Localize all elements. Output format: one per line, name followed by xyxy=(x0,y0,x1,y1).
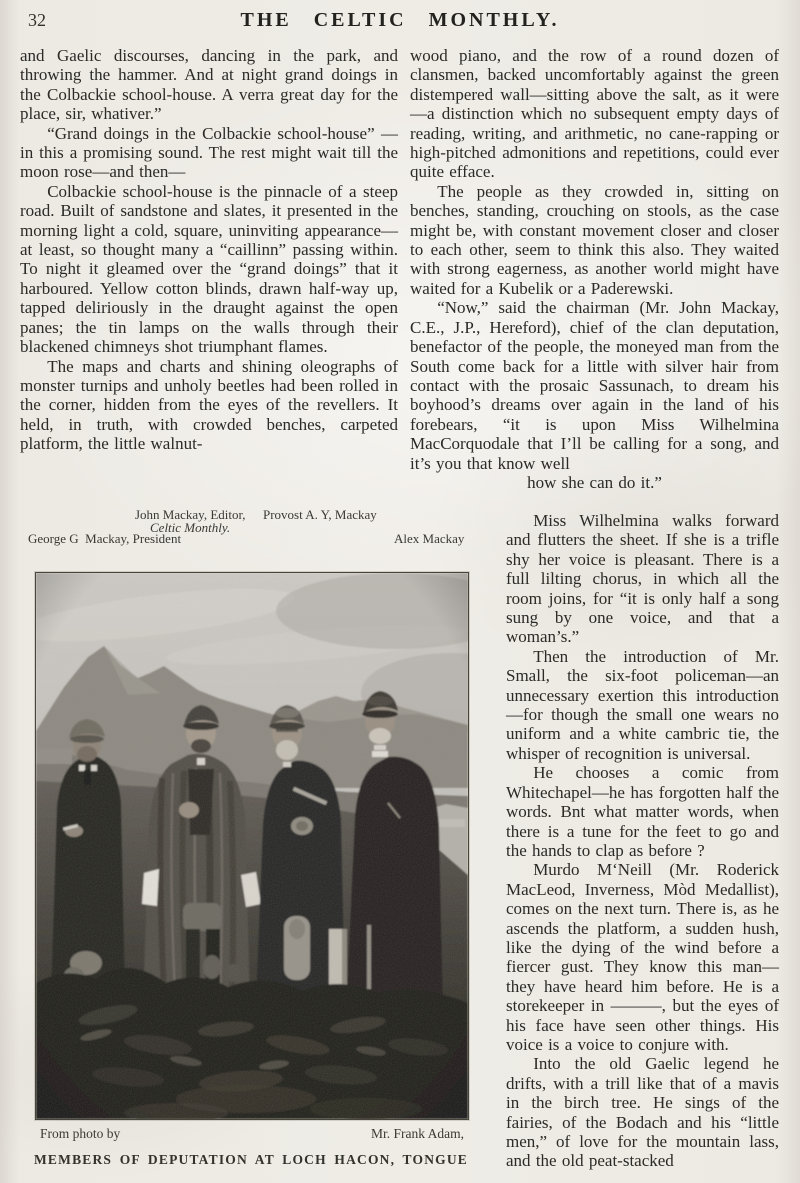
deputation-photo xyxy=(35,572,469,1120)
right-paragraph-3: “Now,” said the chairman (Mr. John Mackay, C.E., J.P., Hereford), chief of the clan deputation, benefactor of the people, the moneyed man from the South come back for a little with silver hair from contact with the prosaic Sassunach, to dream his boyhood’s dreams over again in the land of his forebears, “it is upon Miss Wilhelmina MacCorquodale that I’ll be calling for a song, and it’s you that know well xyxy=(410,298,779,473)
right-paragraph-3-last-line: how she can do it.” xyxy=(527,472,662,492)
left-paragraph-1: and Gaelic discourses, dancing in the park, and throwing the hammer. And at night grand doings in the Colbackie school-house. A verra great day for the place, sir, whativer.” xyxy=(20,46,398,124)
right-paragraph-1: wood piano, and the row of a round dozen of clansmen, backed uncomfortably against the green distempered wall—sitting above the salt, as it were—a distinction which no subsequent empty days of reading, writing, and arithmetic, no cane-rapping or high-pitched admonitions and repetitions, could ever quite efface. xyxy=(410,46,779,182)
right-paragraph-5: Then the introduction of Mr. Small, the six-foot policeman—an unnecessary exertion this introduction—for though the small one wears no uniform and a white cambric tie, the whisper of recognition is universal. xyxy=(506,646,779,763)
left-paragraph-4: The maps and charts and shining oleographs of monster turnips and unholy beetles had been rolled in the corner, hidden from the eyes of the revellers. It held, in truth, with crowded benches, carpeted platform, the little walnut- xyxy=(20,356,398,454)
photo-credit-left: From photo by xyxy=(40,1126,121,1141)
right-column-upper xyxy=(410,46,779,492)
photo-credit-row xyxy=(40,1126,464,1142)
right-paragraph-8: Into the old Gaelic legend he drifts, with a trill like that of a mavis in the birch tree. He sings of the fairies, of the Bodach and his “little men,” of love for the mountain lass, and the old peat-stacked xyxy=(506,1054,779,1171)
right-column-lower xyxy=(506,511,779,1171)
left-paragraph-3: Colbackie school-house is the pinnacle of a steep road. Built of sandstone and slates, it presented in the morning light a cold, square, uninviting appearance—at least, so thought many a “caillinn” passing within. To night it gleamed over the “grand doings” that it harboured. Yellow cotton blinds, drawn half-way up, tapped deliriously in the draught against the open panes; the tin lamps on the walls through their blackened chimneys shot triumphant flames. xyxy=(20,181,398,357)
deputation-photo-art xyxy=(36,573,468,1119)
left-column xyxy=(20,46,398,454)
label-george-mackay-president: George G Mackay, President xyxy=(28,531,182,546)
left-paragraph-2: “Grand doings in the Colbackie school-house” —in this a promising sound. The rest might wait till the moon rose—and then— xyxy=(20,123,398,182)
page-title: THE CELTIC MONTHLY. xyxy=(240,9,560,31)
page-number: 32 xyxy=(28,10,46,30)
right-paragraph-6: He chooses a comic from Whitechapel—he has forgotten half the words. Bnt what matter words, when there is a tune for the feet to go and the hands to clap as before ? xyxy=(506,763,779,860)
photo-credit-right: Mr. Frank Adam, xyxy=(371,1126,464,1141)
label-provost-mackay: Provost A. Y, Mackay xyxy=(263,507,377,522)
film-grain xyxy=(36,573,468,1119)
right-paragraph-7: Murdo M‘Neill (Mr. Roderick MacLeod, Inverness, Mòd Medallist), comes on the next turn. There is, as he ascends the platform, a sudden hush, like the dying of the wind before a fiercer gust. They know this man—they have heard him before. He is a storekeeper in ———, but the eyes of his face have seen other things. His voice is a voice to conjure with. xyxy=(506,860,779,1054)
photo-caption-title: MEMBERS OF DEPUTATION AT LOCH HACON, TONGUE xyxy=(33,1152,469,1167)
label-celtic-monthly: Celtic Monthly. xyxy=(150,520,231,535)
right-paragraph-2: The people as they crowded in, sitting on benches, standing, crouching on stools, as the case might be, with constant movement closer and closer to each other, seem to think this also. They waited with strong eagerness, as another world might have waited for a Kubelik or a Paderewski. xyxy=(410,181,779,298)
label-john-mackay-editor: John Mackay, Editor, xyxy=(135,507,246,522)
right-paragraph-4: Miss Wilhelmina walks forward and flutters the sheet. If she is a trifle shy her voice is pleasant. There is a full lilting chorus, in which all the room joins, for “it is only half a song sung by one voice, and that a woman’s.” xyxy=(506,511,779,647)
label-alex-mackay: Alex Mackay xyxy=(394,531,465,546)
